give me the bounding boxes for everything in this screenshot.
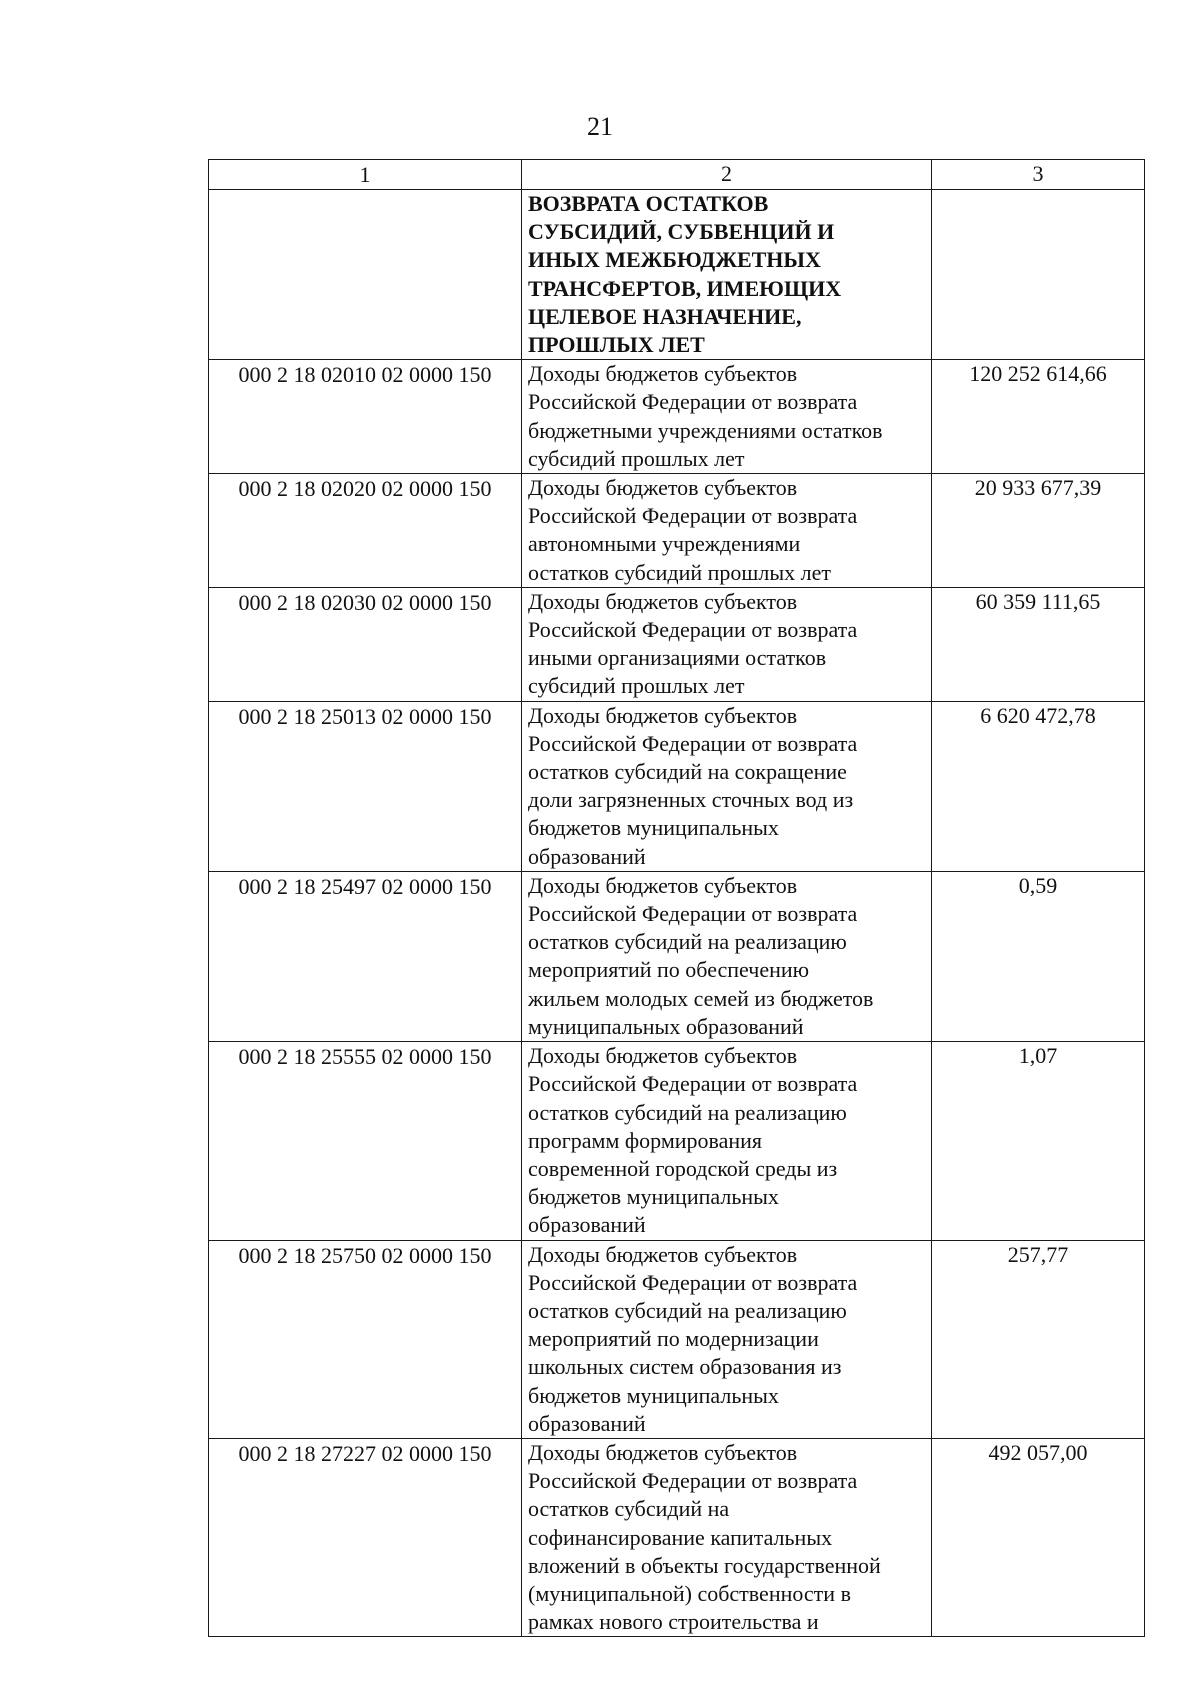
row-name-line: остатков субсидий на реализацию: [528, 1297, 847, 1323]
row-amount: 6 620 472,78: [932, 701, 1145, 871]
row-name-line: бюджетными учреждениями остатков: [528, 417, 883, 443]
row-name-line: Доходы бюджетов субъектов: [528, 475, 798, 501]
row-name-line: остатков субсидий на реализацию: [528, 1099, 847, 1125]
row-code: 000 2 18 25497 02 0000 150: [209, 871, 522, 1041]
row-name-line: бюджетов муниципальных: [528, 1382, 779, 1408]
table-row: [209, 360, 1145, 474]
row-name-line: жильем молодых семей из бюджетов: [528, 985, 874, 1011]
row-amount: 1,07: [932, 1042, 1145, 1240]
row-code: 000 2 18 02010 02 0000 150: [209, 360, 522, 474]
row-name-line: ПРОШЛЫХ ЛЕТ: [528, 332, 705, 358]
row-name-line: ВОЗВРАТА ОСТАТКОВ: [528, 191, 769, 216]
table-row: [209, 1042, 1145, 1240]
row-name: [522, 474, 932, 588]
row-name-line: образований: [528, 1410, 646, 1436]
row-name-line: Российской Федерации от возврата: [528, 1269, 858, 1295]
row-name: [522, 701, 932, 871]
row-name: [522, 1438, 932, 1636]
table-row: [209, 1438, 1145, 1636]
row-name-line: Российской Федерации от возврата: [528, 901, 858, 927]
row-amount: 20 933 677,39: [932, 474, 1145, 588]
row-name-line: остатков субсидий прошлых лет: [528, 559, 831, 585]
table-row: [209, 587, 1145, 701]
row-name-line: ТРАНСФЕРТОВ, ИМЕЮЩИХ: [528, 275, 842, 301]
table-row: [209, 871, 1145, 1041]
row-name-line: Доходы бюджетов субъектов: [528, 702, 798, 728]
row-name-line: субсидий прошлых лет: [528, 445, 745, 471]
row-name-line: Доходы бюджетов субъектов: [528, 1439, 798, 1465]
row-name-line: программ формирования: [528, 1127, 763, 1153]
row-code: 000 2 18 02030 02 0000 150: [209, 587, 522, 701]
row-name-line: бюджетов муниципальных: [528, 815, 779, 841]
row-name-line: софинансирование капитальных: [528, 1524, 833, 1550]
row-name-line: Российской Федерации от возврата: [528, 617, 858, 643]
row-code: 000 2 18 25013 02 0000 150: [209, 701, 522, 871]
row-name-line: образований: [528, 843, 646, 869]
row-name-line: ИНЫХ МЕЖБЮДЖЕТНЫХ: [528, 247, 821, 273]
header-col-3: 3: [932, 160, 1145, 190]
row-name: [522, 1240, 932, 1438]
row-name-line: Доходы бюджетов субъектов: [528, 361, 798, 387]
row-name-line: Доходы бюджетов субъектов: [528, 1241, 798, 1267]
row-code: 000 2 18 27227 02 0000 150: [209, 1438, 522, 1636]
row-name-line: школьных систем образования из: [528, 1354, 842, 1380]
row-name-line: Доходы бюджетов субъектов: [528, 1043, 798, 1069]
row-name-line: Доходы бюджетов субъектов: [528, 872, 798, 898]
row-name: [522, 360, 932, 474]
row-name-line: Российской Федерации от возврата: [528, 1071, 858, 1097]
header-col-1: 1: [209, 160, 522, 190]
row-code: 000 2 18 25555 02 0000 150: [209, 1042, 522, 1240]
row-name-line: вложений в объекты государственной: [528, 1552, 881, 1578]
row-name-line: ЦЕЛЕВОЕ НАЗНАЧЕНИЕ,: [528, 303, 802, 329]
row-amount: 0,59: [932, 871, 1145, 1041]
row-name-line: остатков субсидий на: [528, 1496, 730, 1522]
budget-income-table: [208, 159, 1145, 1637]
row-amount: [932, 190, 1145, 360]
row-name-line: Доходы бюджетов субъектов: [528, 588, 798, 614]
row-name-line: иными организациями остатков: [528, 645, 827, 671]
row-name-line: (муниципальной) собственности в: [528, 1580, 851, 1606]
row-name-line: муниципальных образований: [528, 1013, 804, 1039]
row-name-line: автономными учреждениями: [528, 531, 801, 557]
table-row: [209, 701, 1145, 871]
row-code: [209, 190, 522, 360]
row-name: [522, 871, 932, 1041]
row-name-line: Российской Федерации от возврата: [528, 389, 858, 415]
row-name-line: бюджетов муниципальных: [528, 1184, 779, 1210]
row-amount: 492 057,00: [932, 1438, 1145, 1636]
row-name-line: Российской Федерации от возврата: [528, 503, 858, 529]
row-code: 000 2 18 25750 02 0000 150: [209, 1240, 522, 1438]
row-amount: 120 252 614,66: [932, 360, 1145, 474]
table-header-row: [209, 160, 1145, 190]
table-row: [209, 190, 1145, 360]
row-name-line: современной городской среды из: [528, 1155, 838, 1181]
row-name-line: доли загрязненных сточных вод из: [528, 787, 854, 813]
row-name-line: мероприятий по обеспечению: [528, 957, 810, 983]
row-amount: 257,77: [932, 1240, 1145, 1438]
table-row: [209, 474, 1145, 588]
row-name-line: субсидий прошлых лет: [528, 673, 745, 699]
row-name-line: Российской Федерации от возврата: [528, 1468, 858, 1494]
row-name-line: остатков субсидий на сокращение: [528, 759, 847, 785]
row-code: 000 2 18 02020 02 0000 150: [209, 474, 522, 588]
row-name: [522, 1042, 932, 1240]
row-name-line: образований: [528, 1212, 646, 1238]
row-name-line: СУБСИДИЙ, СУБВЕНЦИЙ И: [528, 219, 835, 245]
row-name-line: рамках нового строительства и: [528, 1609, 819, 1635]
row-name-line: Российской Федерации от возврата: [528, 730, 858, 756]
row-name: [522, 587, 932, 701]
row-name: [522, 190, 932, 360]
row-amount: 60 359 111,65: [932, 587, 1145, 701]
row-name-line: остатков субсидий на реализацию: [528, 929, 847, 955]
table-row: [209, 1240, 1145, 1438]
row-name-line: мероприятий по модернизации: [528, 1326, 819, 1352]
header-col-2: 2: [522, 160, 932, 190]
page-number: 21: [587, 112, 613, 141]
